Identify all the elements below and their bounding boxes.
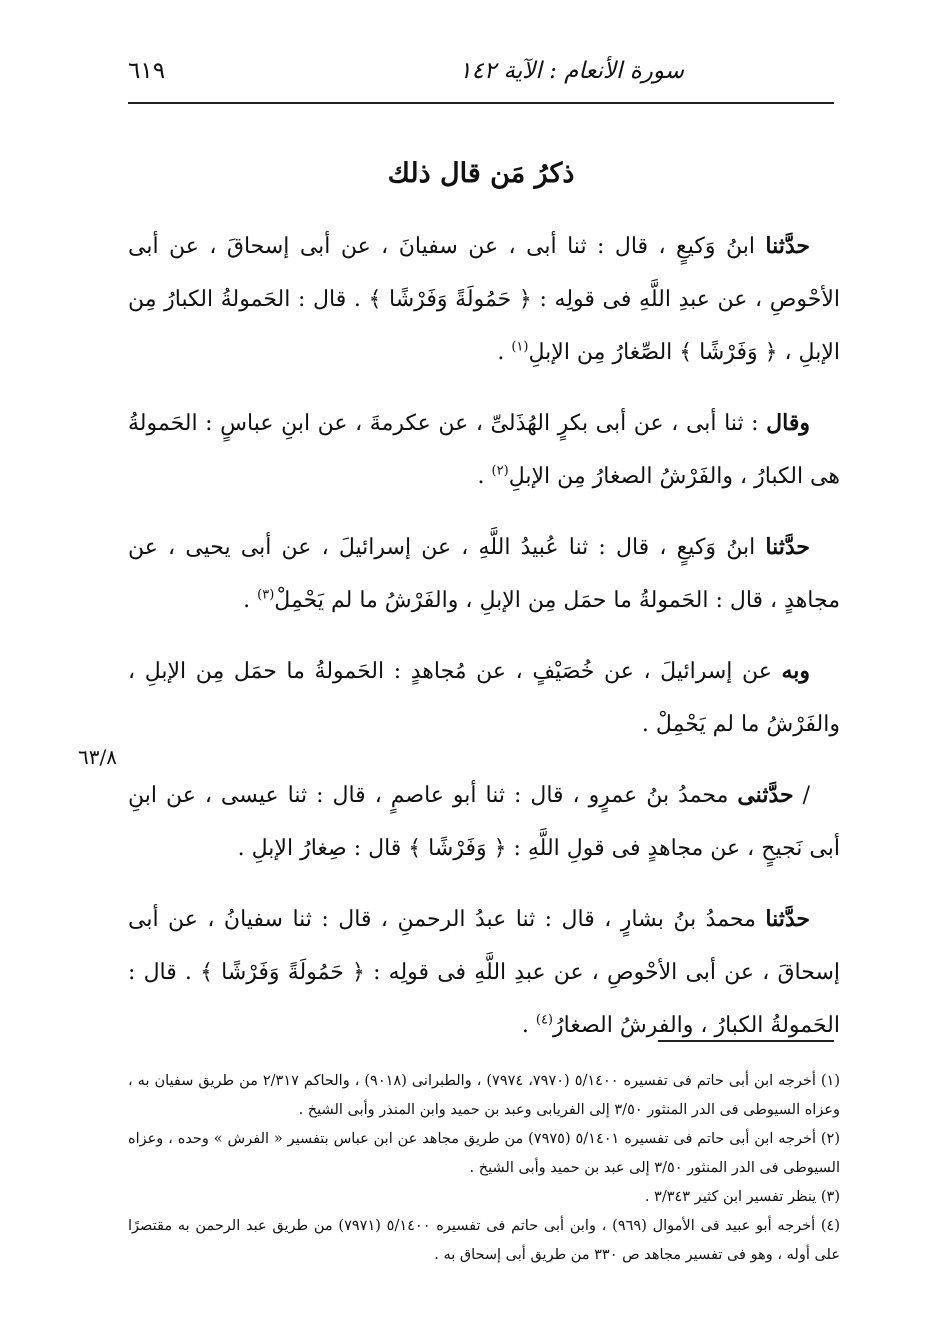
text-run: . قال : الحَمولةُ الكبارُ ، والفرشُ الصغارُ xyxy=(128,960,840,1038)
footnote-reference[interactable]: (٢) xyxy=(491,463,509,479)
narrator-formula: حدَّثنا xyxy=(765,906,810,932)
footnote: (٢) أخرجه ابن أبى حاتم فى تفسيره ٥/١٤٠١ (٧٩٧٥) من طريق مجاهد عن ابن عباس بتفسير « الفرش » وحده ، وعزاه السيوطى فى الدر المنثور ٣/٥٠ إلى عبد بن حميد وأبى الشيخ . xyxy=(128,1131,840,1176)
text-run: . قال : الحَمولةُ الكبارُ مِن الإبلِ ، xyxy=(128,287,840,365)
quran-verse: ﴿ وَفَرْشًا ﴾ xyxy=(679,340,778,365)
quran-verse: ﴿ حَمُولَةً وَفَرْشًا ﴾ xyxy=(368,287,532,312)
narrator-formula: حدَّثنا xyxy=(765,233,810,259)
text-run: . xyxy=(521,1013,536,1038)
margin-page-reference: ٦٣/٨ xyxy=(78,745,117,769)
paragraph xyxy=(128,769,840,875)
footnotes xyxy=(128,1067,840,1270)
page-break-marker: / xyxy=(793,783,810,808)
paragraph xyxy=(128,645,840,751)
footnote-reference[interactable]: (١) xyxy=(511,339,529,355)
narrator-formula: وبه xyxy=(781,658,810,684)
header-divider xyxy=(128,102,834,104)
text-run: . xyxy=(477,464,492,489)
paragraph xyxy=(128,220,840,379)
text-run: عن إسرائيلَ ، عن خُصَيْفٍ ، عن مُجاهدٍ : الحَمولةُ ما حمَل مِن الإبلِ ، والفَرْشُ ما لم يَحْمِلْ . xyxy=(128,659,840,737)
narrator-formula: وقال xyxy=(766,410,810,436)
footnote: (٣) ينظر تفسير ابن كثير ٣/٣٤٣ . xyxy=(644,1189,840,1205)
footnote: (٤) أخرجه أبو عبيد فى الأموال (٩٦٩) ، وابن أبى حاتم فى تفسيره ٥/١٤٠٠ (٧٩٧١) من طريق عبد الرحمن به مقتصرًا على أوله ، وهو فى تفسير مجاهد ص ٣٣٠ من طريق أبى إسحاق به . xyxy=(128,1218,840,1263)
text-run: محمدُ بنُ بشارٍ ، قال : ثنا عبدُ الرحمنِ ، قال : ثنا سفيانُ ، عن أبى إسحاقَ ، عن أبى الأحْوصِ ، عن عبدِ اللَّهِ فى قولِه : xyxy=(128,907,840,985)
page-number: ٦١٩ xyxy=(128,58,166,84)
paragraph xyxy=(128,397,840,503)
text-run: . xyxy=(243,588,258,613)
footnote: (١) أخرجه ابن أبى حاتم فى تفسيره ٥/١٤٠٠ (٧٩٧٠، ٧٩٧٤) ، والطبرانى (٩٠١٨) ، والحاكم ٢/٣١٧ من طريق سفيان به ، وعزاه السيوطى فى الدر المنثور ٣/٥٠ إلى الفريابى وعبد بن حميد وابن المنذر وأبى الشيخ . xyxy=(128,1073,840,1118)
text-run: : ثنا أبى ، عن أبى بكرٍ الهُذَلىِّ ، عن عكرمةَ ، عن ابنِ عباسٍ : الحَمولةُ هى الكبارُ ، والفَرْشُ الصغارُ مِن الإبلِ xyxy=(128,411,840,489)
text-run: قال : صِغارُ الإبلِ . xyxy=(237,836,409,861)
quran-verse: ﴿ حَمُولَةً وَفَرْشًا ﴾ xyxy=(200,960,365,985)
narrator-formula: حدَّثنا xyxy=(765,534,810,560)
text-run: الصِّغارُ مِن الإبلِ xyxy=(528,340,680,365)
footnote-divider xyxy=(658,1040,834,1042)
text-run: ابنُ وَكيعٍ ، قال : ثنا أبى ، عن سفيانَ ، عن أبى إسحاقَ ، عن أبى الأحْوصِ ، عن عبدِ اللَّهِ فى قولِه : xyxy=(128,234,840,312)
paragraph xyxy=(128,893,840,1052)
footnote-reference[interactable]: (٤) xyxy=(535,1012,553,1028)
text-run: . xyxy=(497,340,512,365)
text-run: محمدُ بنُ عمرٍو ، قال : ثنا أبو عاصمٍ ، قال : ثنا عيسى ، عن ابنِ أبى نَجيحٍ ، عن مجاهدٍ فى قولِ اللَّهِ : xyxy=(128,783,840,861)
quran-verse: ﴿ وَفَرْشًا ﴾ xyxy=(408,836,507,861)
text-run: ابنُ وَكيعٍ ، قال : ثنا عُبيدُ اللَّهِ ، عن إسرائيلَ ، عن أبى يحيى ، عن مجاهدٍ ، قال : الحَمولةُ ما حمَل مِن الإبلِ ، والفَرْشُ ما لم يَحْمِلْ xyxy=(128,535,840,613)
paragraph xyxy=(128,521,840,627)
narrator-formula: حدَّثنى xyxy=(737,782,794,808)
surah-title: سورة الأنعام : الآية ١٤٢ xyxy=(459,58,684,84)
footnote-reference[interactable]: (٣) xyxy=(257,587,275,603)
section-heading: ذكرُ مَن قال ذلك xyxy=(387,158,575,189)
running-header xyxy=(128,50,834,106)
main-text xyxy=(128,220,840,1070)
